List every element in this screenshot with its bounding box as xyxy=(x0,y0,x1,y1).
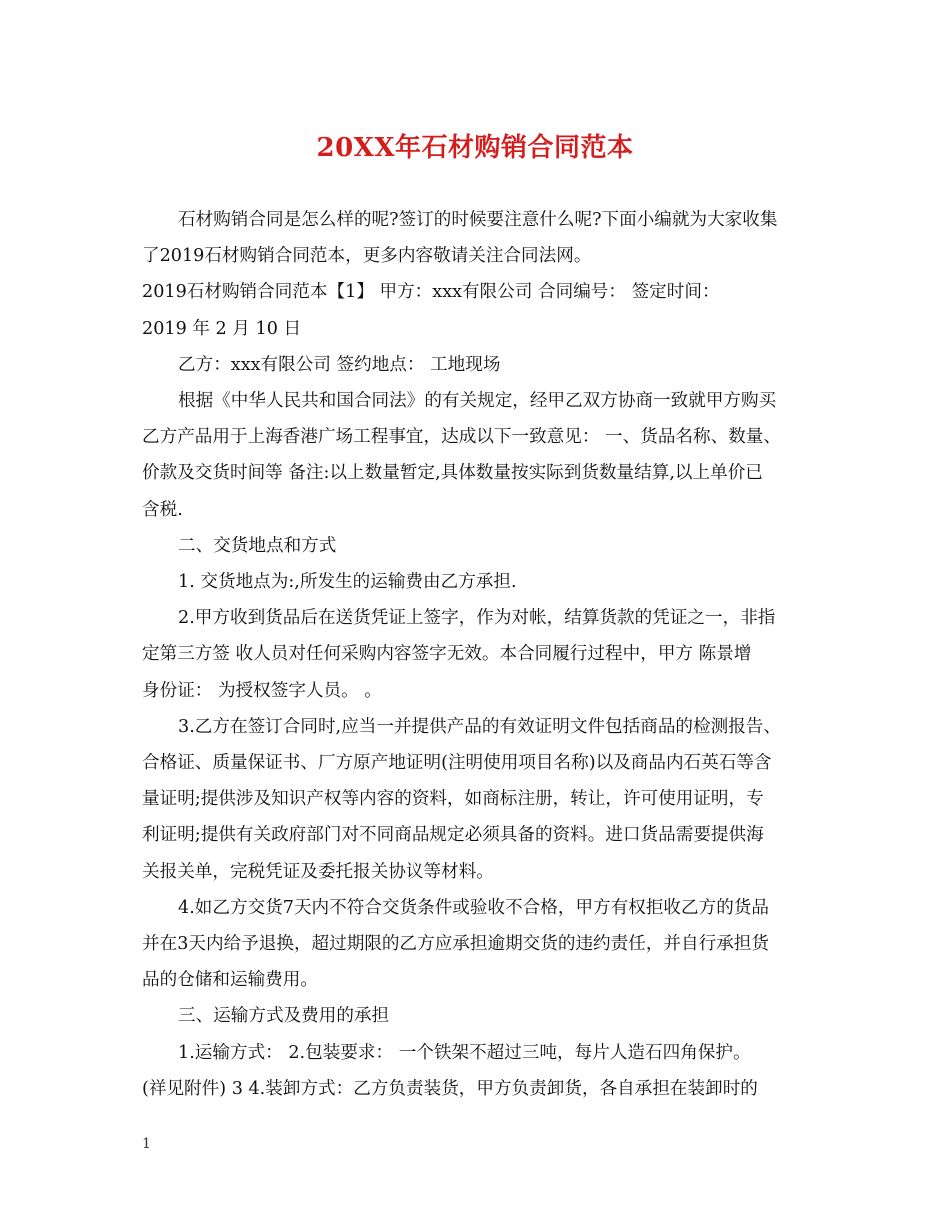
body-line: 身份证： 为授权签字人员。 。 xyxy=(142,680,382,701)
body-line: 1.运输方式： 2.包装要求： 一个铁架不超过三吨，每片人造石四角保护。 xyxy=(178,1042,751,1063)
body-line: 定第三方签 收人员对任何采购内容签字无效。本合同履行过程中，甲方 陈景增 xyxy=(142,644,752,665)
body-line: 1. 交货地点为:,所发生的运输费由乙方承担. xyxy=(178,572,517,593)
body-line: 含税. xyxy=(142,499,183,520)
body-line: 石材购销合同是怎么样的呢?签订的时候要注意什么呢?下面小编就为大家收集 xyxy=(178,210,778,230)
body-line: 乙方：xxx有限公司 签约地点： 工地现场 xyxy=(178,354,501,375)
body-line: 关报关单，完税凭证及委托报关协议等材料。 xyxy=(142,861,494,882)
body-line: 并在3天内给予退换，超过期限的乙方应承担逾期交货的违约责任，并自行承担货 xyxy=(142,934,769,955)
body-line: 利证明;提供有关政府部门对不同商品规定必须具备的资料。进口货品需要提供海 xyxy=(142,825,764,846)
body-line: 乙方产品用于上海香港广场工程事宜，达成以下一致意见： 一、货品名称、数量、 xyxy=(142,427,781,448)
body-line: 品的仓储和运输费用。 xyxy=(142,970,318,991)
body-line: 量证明;提供涉及知识产权等内容的资料，如商标注册，转让，许可使用证明，专 xyxy=(142,789,764,810)
body-line: 2019石材购销合同范本【1】 甲方：xxx有限公司 合同编号： 签定时间： xyxy=(142,282,720,303)
body-line: 4.如乙方交货7天内不符合交货条件或验收不合格，甲方有权拒收乙方的货品 xyxy=(178,897,769,918)
document-title: 20XX年石材购销合同范本 xyxy=(316,133,634,163)
body-line: 根据《中华人民共和国合同法》的有关规定，经甲乙双方协商一致就甲方购买 xyxy=(178,391,777,412)
document-body xyxy=(142,202,812,1107)
page-number: 1 xyxy=(142,1136,151,1152)
body-line: 价款及交货时间等 备注:以上数量暂定,具体数量按实际到货数量结算,以上单价已 xyxy=(142,463,763,484)
body-line: 2019 年 2 月 10 日 xyxy=(142,318,302,339)
body-line: 合格证、质量保证书、厂方原产地证明(注明使用项目名称)以及商品内石英石等含 xyxy=(142,753,772,774)
body-line: 2.甲方收到货品后在送货凭证上签字，作为对帐，结算货款的凭证之一，非指 xyxy=(178,608,776,629)
body-line: 了2019石材购销合同范本，更多内容敬请关注合同法网。 xyxy=(142,246,592,267)
body-line: 3.乙方在签订合同时,应当一并提供产品的有效证明文件包括商品的检测报告、 xyxy=(178,716,781,737)
body-line: 二、交货地点和方式 xyxy=(178,535,337,556)
body-line: (祥见附件) 3 4.装卸方式：乙方负责装货，甲方负责卸货，各自承担在装卸时的 xyxy=(142,1078,758,1099)
body-line: 三、运输方式及费用的承担 xyxy=(178,1006,390,1027)
